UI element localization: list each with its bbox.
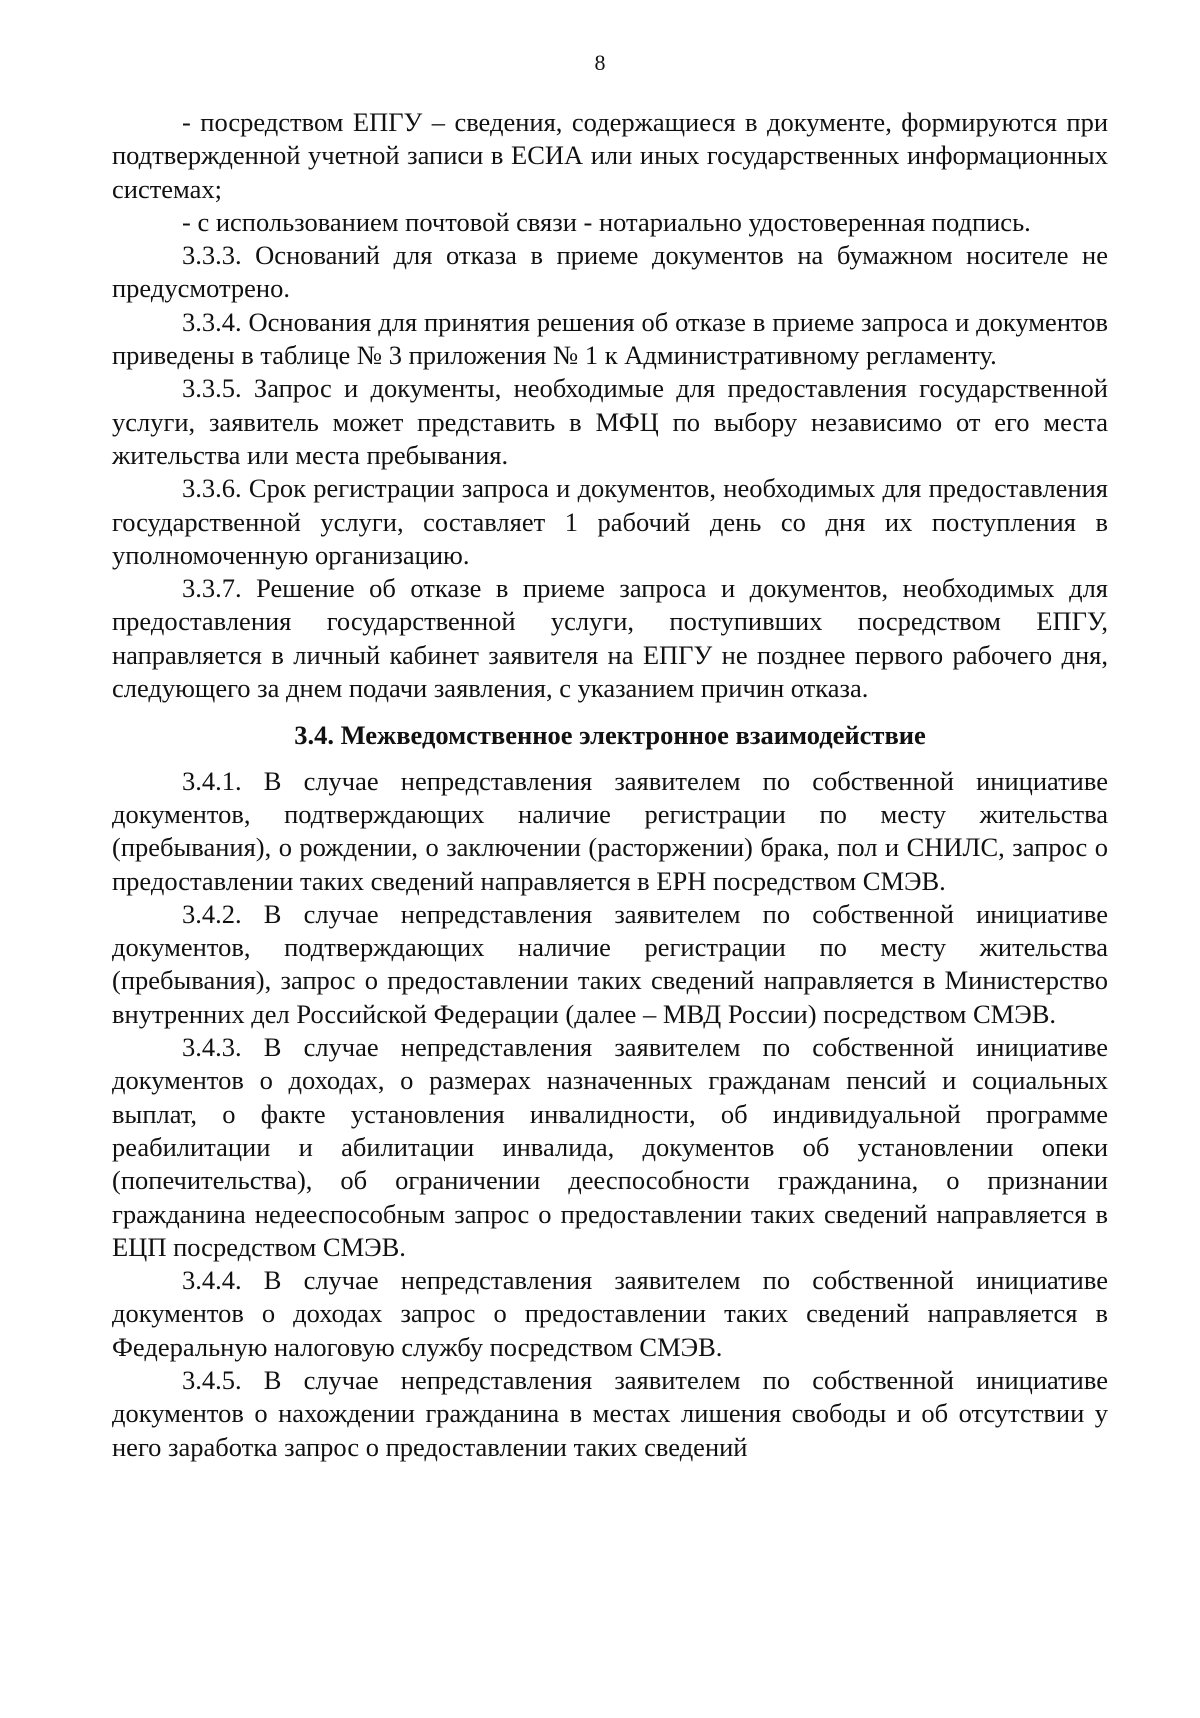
paragraph-3-3-3: 3.3.3. Оснований для отказа в приеме документов на бумажном носителе не предусмотрено. xyxy=(112,240,1108,304)
page-number: 8 xyxy=(594,50,606,75)
paragraph-3-4-4: 3.4.4. В случае непредставления заявителем по собственной инициативе документов о доходах запрос о предоставлении таких сведений направляется в Федеральную налоговую службу посредством СМЭВ. xyxy=(112,1265,1108,1362)
paragraph-epgu-info: - посредством ЕПГУ – сведения, содержащиеся в документе, формируются при подтвержденной учетной записи в ЕСИА или иных государственных информационных системах; xyxy=(112,107,1108,204)
paragraph-3-4-3: 3.4.3. В случае непредставления заявителем по собственной инициативе документов о доходах, о размерах назначенных гражданам пенсий и социальных выплат, о факте установления инвалидности, об индивидуальной программе реабилитации и абилитации инвалида, документов об установлении опеки (попечительства), об ограничении дееспособности гражданина, о признании гражданина недееспособным запрос о предоставлении таких сведений направляется в ЕЦП посредством СМЭВ. xyxy=(112,1032,1108,1262)
paragraph-3-4-2: 3.4.2. В случае непредставления заявителем по собственной инициативе документов, подтверждающих наличие регистрации по месту жительства (пребывания), запрос о предоставлении таких сведений направляется в Министерство внутренних дел Российской Федерации (далее – МВД России) посредством СМЭВ. xyxy=(112,898,1108,1029)
paragraph-3-3-6: 3.3.6. Срок регистрации запроса и документов, необходимых для предоставления государственной услуги, составляет 1 рабочий день со дня их поступления в уполномоченную организацию. xyxy=(112,473,1108,570)
paragraph-postal-signature: - с использованием почтовой связи - нотариально удостоверенная подпись. xyxy=(182,206,1031,237)
paragraph-3-3-7: 3.3.7. Решение об отказе в приеме запроса и документов, необходимых для предоставления государственной услуги, поступивших посредством ЕПГУ, направляется в личный кабинет заявителя на ЕПГУ не позднее первого рабочего дня, следующего за днем подачи заявления, с указанием причин отказа. xyxy=(112,573,1108,704)
paragraph-3-4-1: 3.4.1. В случае непредставления заявителем по собственной инициативе документов, подтверждающих наличие регистрации по месту жительства (пребывания), о рождении, о заключении (расторжении) брака, пол и СНИЛС, запрос о предоставлении таких сведений направляется в ЕРН посредством СМЭВ. xyxy=(112,765,1108,896)
paragraph-3-4-5: 3.4.5. В случае непредставления заявителем по собственной инициативе документов о нахождении гражданина в местах лишения свободы и об отсутствии у него заработка запрос о предоставлении таких сведений xyxy=(112,1364,1108,1462)
section-heading-3-4: 3.4. Межведомственное электронное взаимодействие xyxy=(294,720,926,751)
document-body xyxy=(112,106,1108,1464)
paragraph-3-3-4: 3.3.4. Основания для принятия решения об отказе в приеме запроса и документов приведены в таблице № 3 приложения № 1 к Административному регламенту. xyxy=(112,306,1108,371)
paragraph-3-3-5: 3.3.5. Запрос и документы, необходимые для предоставления государственной услуги, заявитель может представить в МФЦ по выбору независимо от его места жительства или места пребывания. xyxy=(112,373,1108,470)
